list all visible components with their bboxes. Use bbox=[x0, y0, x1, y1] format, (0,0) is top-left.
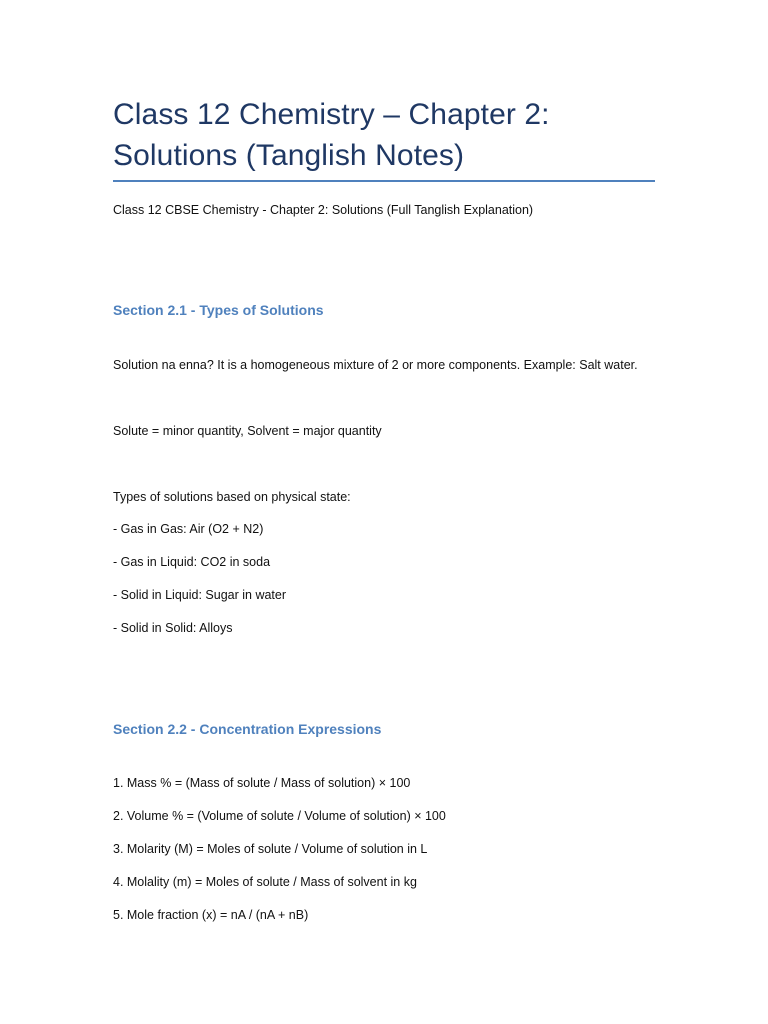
paragraph: Solution na enna? It is a homogeneous mixture of 2 or more components. Example: Salt water. bbox=[113, 358, 638, 372]
section-heading-2-1: Section 2.1 - Types of Solutions bbox=[113, 302, 324, 318]
list-item: 1. Mass % = (Mass of solute / Mass of solution) × 100 bbox=[113, 776, 411, 790]
list-item: - Gas in Liquid: CO2 in soda bbox=[113, 555, 271, 569]
paragraph: Types of solutions based on physical state: bbox=[113, 490, 351, 504]
list-item: - Solid in Solid: Alloys bbox=[113, 621, 233, 635]
list-item: - Gas in Gas: Air (O2 + N2) bbox=[113, 522, 264, 536]
section-heading-2-2: Section 2.2 - Concentration Expressions bbox=[113, 721, 382, 737]
list-item: 2. Volume % = (Volume of solute / Volume of solution) × 100 bbox=[113, 809, 446, 823]
title-block bbox=[113, 94, 655, 176]
list-item: 3. Molarity (M) = Moles of solute / Volume of solution in L bbox=[113, 842, 428, 856]
title-underline bbox=[113, 180, 655, 182]
document-title: Class 12 Chemistry – Chapter 2: Solutions (Tanglish Notes) bbox=[113, 98, 550, 172]
paragraph: Solute = minor quantity, Solvent = major quantity bbox=[113, 424, 382, 438]
list-item: 4. Molality (m) = Moles of solute / Mass of solvent in kg bbox=[113, 875, 417, 889]
list-item: - Solid in Liquid: Sugar in water bbox=[113, 588, 287, 602]
list-item: 5. Mole fraction (x) = nA / (nA + nB) bbox=[113, 908, 309, 922]
document-subtitle: Class 12 CBSE Chemistry - Chapter 2: Solutions (Full Tanglish Explanation) bbox=[113, 203, 534, 217]
